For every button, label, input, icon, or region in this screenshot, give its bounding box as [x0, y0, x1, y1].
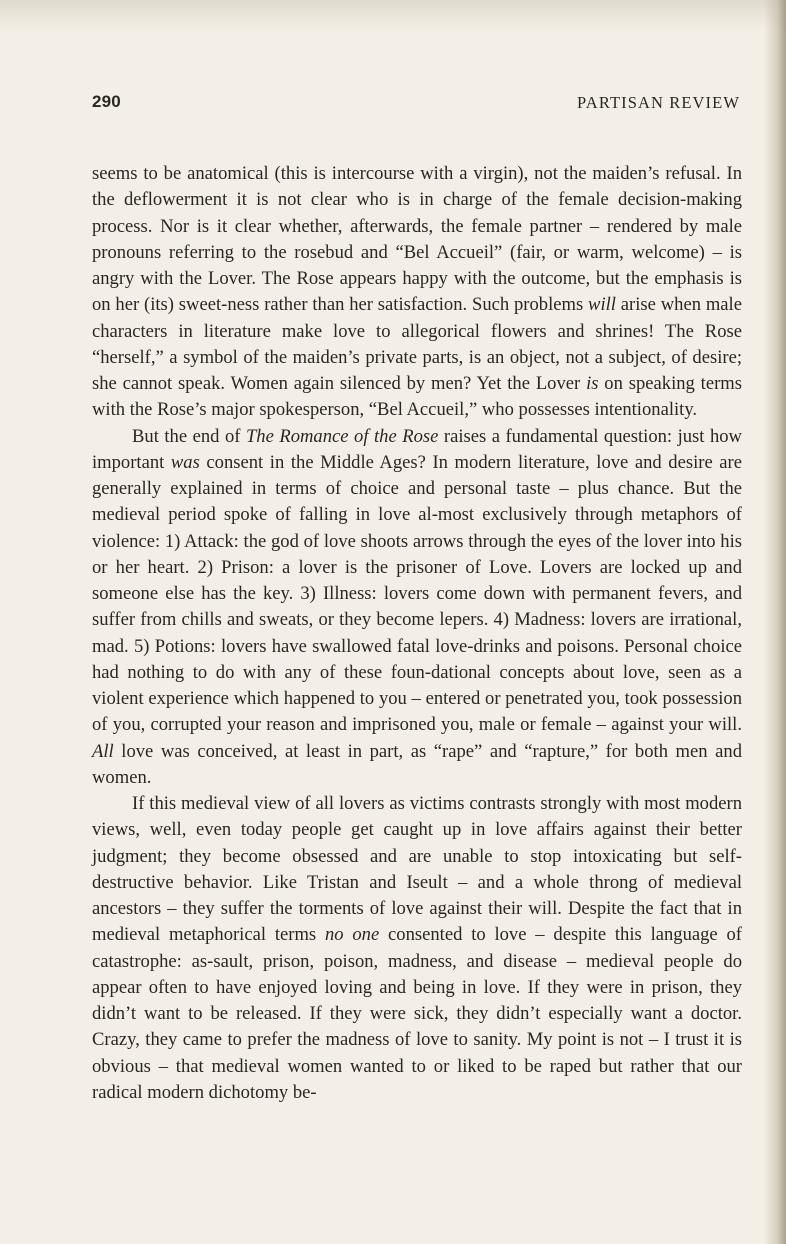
page-top-shading [0, 0, 786, 30]
text-run: consented to love – despite this language of catastrophe: as-sault, prison, poison, madness, and disease – medieval people do appear often to have enjoyed loving and being in love. If they were in prison, they didn’t want to be released. If they were sick, they didn’t especially want a doctor. Crazy, they came to prefer the madness of love to sanity. My point is not – I trust it is obvious – that medieval women wanted to or liked to be raped but rather that our radical modern dichotomy be- [92, 924, 742, 1103]
body-text [92, 161, 742, 1106]
text-run: But the end of [132, 425, 246, 447]
text-run: on speaking terms with the Rose’s major spokesperson, “Bel Accueil,” who possesses intentionality. [92, 373, 742, 421]
text-run: raises a fundamental question: just how important [92, 425, 742, 473]
italic-text: is [586, 373, 599, 394]
italic-text: will [588, 294, 616, 316]
italic-text: The Romance of the Rose [245, 425, 439, 447]
text-run: love was conceived, at least in part, as “rape” and “rapture,” for both men and women. [92, 740, 742, 788]
paragraph [92, 161, 742, 424]
text-run: seems to be anatomical (this is intercourse with a virgin), not the maiden’s refusal. In the deflowerment it is not clear who is in charge of the female decision-making process. Nor is it clear whether, afterwards, the female partner – rendered by male pronouns referring to the rosebud and “Bel Accueil” (fair, or warm, welcome) – is angry with the Lover. The Rose appears happy with the outcome, but the emphasis is on her (its) sweet-ness rather than her satisfaction. Such problems [92, 163, 742, 316]
text-run: consent in the Middle Ages? In modern literature, love and desire are generally explained in terms of choice and personal taste – plus chance. But the medieval period spoke of falling in love al-most exclusively through metaphors of violence: 1) Attack: the god of love shoots arrows through the eyes of the lover into his or her heart. 2) Prison: a lover is the prisoner of Love. Lovers are locked up and someone else has the key. 3) Illness: lovers come down with permanent fevers, and suffer from chills and sweats, or they become lepers. 4) Madness: lovers are irrational, mad. 5) Potions: lovers have swallowed fatal love-drinks and poisons. Personal choice had nothing to do with any of these foun-dational concepts about love, seen as a violent experience which happened to you – entered or penetrated you, took possession of you, corrupted your reason and imprisoned you, male or female – against your will. [92, 451, 742, 736]
running-head: PARTISAN REVIEW [577, 93, 740, 112]
page-header [92, 92, 740, 118]
page-spine-shadow [764, 0, 786, 1244]
text-run: If this medieval view of all lovers as victims contrasts strongly with most modern views, well, even today people get caught up in love affairs against their better judgment; they become obsessed and are unable to stop intoxicating but self-destructive behavior. Like Tristan and Iseult – and a whole throng of medieval ancestors – they suffer the torments of love against their will. Despite the fact that in medieval metaphorical terms [92, 793, 742, 946]
paragraph [92, 424, 742, 792]
paragraph [92, 791, 742, 1106]
text-run: arise when male characters in literature make love to allegorical flowers and shrines! The Rose “herself,” a symbol of the maiden’s private parts, is an object, not a subject, of desire; she cannot speak. Women again silenced by men? Yet the Lover [92, 294, 742, 394]
italic-text: was [170, 451, 200, 473]
page-number: 290 [92, 92, 121, 111]
italic-text: All [92, 740, 114, 762]
italic-text: no one [324, 924, 380, 946]
